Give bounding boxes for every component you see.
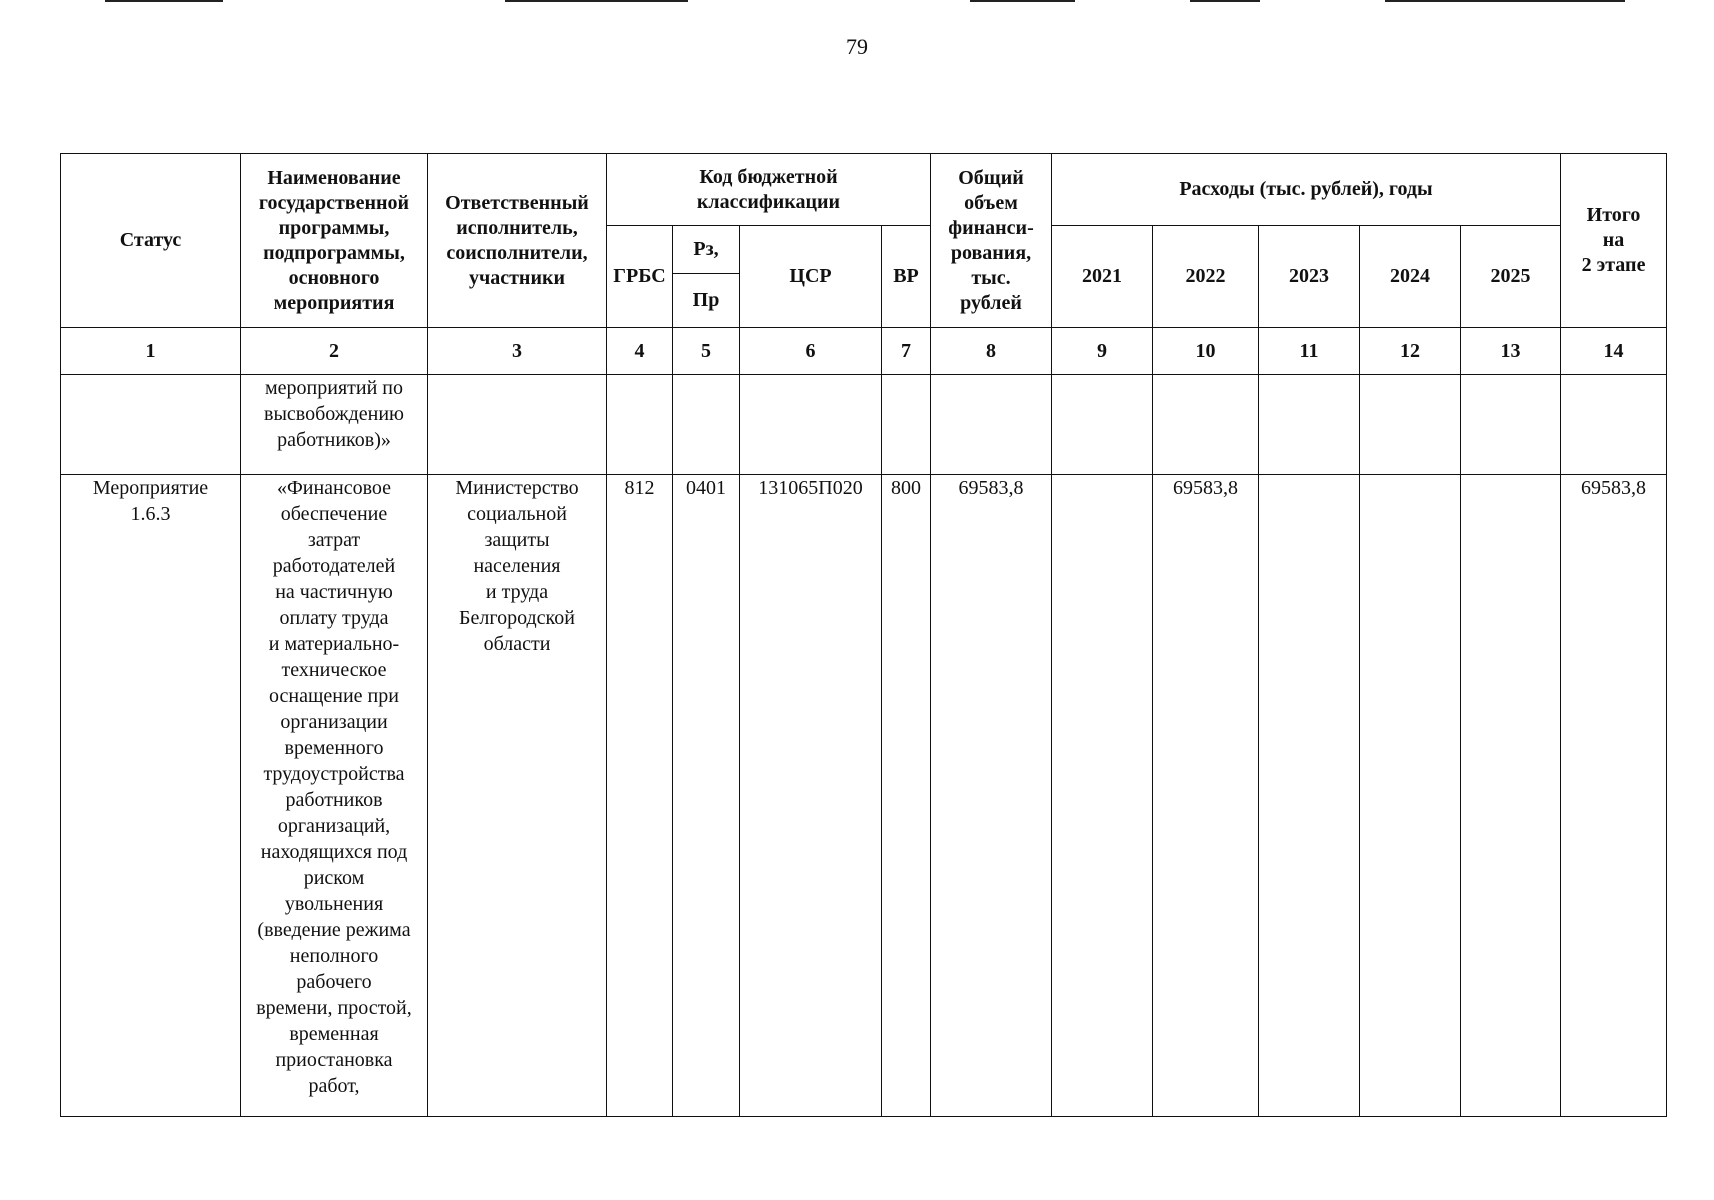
header-rz: Рз, — [673, 226, 740, 274]
cell-2025 — [1461, 375, 1561, 475]
header-vr: ВР — [882, 226, 931, 328]
table-row — [61, 475, 1667, 1117]
header-grbs: ГРБС — [607, 226, 673, 328]
column-number: 12 — [1360, 328, 1461, 375]
cell-2021 — [1052, 375, 1153, 475]
cell-executor: Министерство социальной защиты населения и труда Белгородской области — [428, 475, 607, 1117]
header-year-2022: 2022 — [1153, 226, 1259, 328]
column-number: 6 — [740, 328, 882, 375]
cell-grbs: 812 — [607, 475, 673, 1117]
cell-2021 — [1052, 475, 1153, 1117]
header-status: Статус — [61, 154, 241, 328]
column-number: 14 — [1561, 328, 1667, 375]
cell-status — [61, 375, 241, 475]
scan-edge-mark — [1190, 0, 1260, 2]
header-year-2021: 2021 — [1052, 226, 1153, 328]
column-number: 3 — [428, 328, 607, 375]
header-expenses: Расходы (тыс. рублей), годы — [1052, 154, 1561, 226]
table-row — [61, 375, 1667, 475]
cell-total — [931, 375, 1052, 475]
column-number: 2 — [241, 328, 428, 375]
cell-rzpr — [673, 375, 740, 475]
header-row-1 — [61, 154, 1667, 226]
cell-csr — [740, 375, 882, 475]
cell-stage-total — [1561, 375, 1667, 475]
header-csr: ЦСР — [740, 226, 882, 328]
column-number: 13 — [1461, 328, 1561, 375]
column-number: 10 — [1153, 328, 1259, 375]
cell-2023 — [1259, 375, 1360, 475]
header-year-2023: 2023 — [1259, 226, 1360, 328]
page-number: 79 — [846, 34, 868, 59]
header-pr: Пр — [673, 274, 740, 328]
cell-2022 — [1153, 375, 1259, 475]
cell-rzpr: 0401 — [673, 475, 740, 1117]
cell-vr: 800 — [882, 475, 931, 1117]
cell-csr: 131065П020 — [740, 475, 882, 1117]
cell-name: «Финансовое обеспечение затрат работодателей на частичную оплату труда и материально- техническое оснащение при организации временного трудоустройства работников организаций, находящихся под риском увольнения (введение режима неполного рабочего времени, простой, временная приостановка работ, — [241, 475, 428, 1117]
column-number: 8 — [931, 328, 1052, 375]
column-number: 11 — [1259, 328, 1360, 375]
header-stage-total: Итого на 2 этапе — [1561, 154, 1667, 328]
budget-table — [60, 153, 1667, 1117]
cell-status: Мероприятие 1.6.3 — [61, 475, 241, 1117]
column-number: 5 — [673, 328, 740, 375]
cell-grbs — [607, 375, 673, 475]
scan-edge-mark — [970, 0, 1075, 2]
header-executor: Ответственный исполнитель, соисполнители, участники — [428, 154, 607, 328]
column-number-row — [61, 328, 1667, 375]
column-number: 1 — [61, 328, 241, 375]
cell-vr — [882, 375, 931, 475]
cell-executor — [428, 375, 607, 475]
header-year-2025: 2025 — [1461, 226, 1561, 328]
cell-2023 — [1259, 475, 1360, 1117]
scan-edge-mark — [105, 0, 223, 2]
header-year-2024: 2024 — [1360, 226, 1461, 328]
cell-2024 — [1360, 375, 1461, 475]
cell-2022: 69583,8 — [1153, 475, 1259, 1117]
cell-stage-total: 69583,8 — [1561, 475, 1667, 1117]
cell-name: мероприятий по высвобождению работников)» — [241, 375, 428, 475]
column-number: 9 — [1052, 328, 1153, 375]
header-program-name: Наименование государственной программы, подпрограммы, основного мероприятия — [241, 154, 428, 328]
cell-total: 69583,8 — [931, 475, 1052, 1117]
column-number: 7 — [882, 328, 931, 375]
header-budget-code: Код бюджетной классификации — [607, 154, 931, 226]
header-total-volume: Общий объем финанси- рования, тыс. рублей — [931, 154, 1052, 328]
scan-edge-mark — [1385, 0, 1625, 2]
scan-edge-mark — [505, 0, 688, 2]
cell-2024 — [1360, 475, 1461, 1117]
column-number: 4 — [607, 328, 673, 375]
cell-2025 — [1461, 475, 1561, 1117]
